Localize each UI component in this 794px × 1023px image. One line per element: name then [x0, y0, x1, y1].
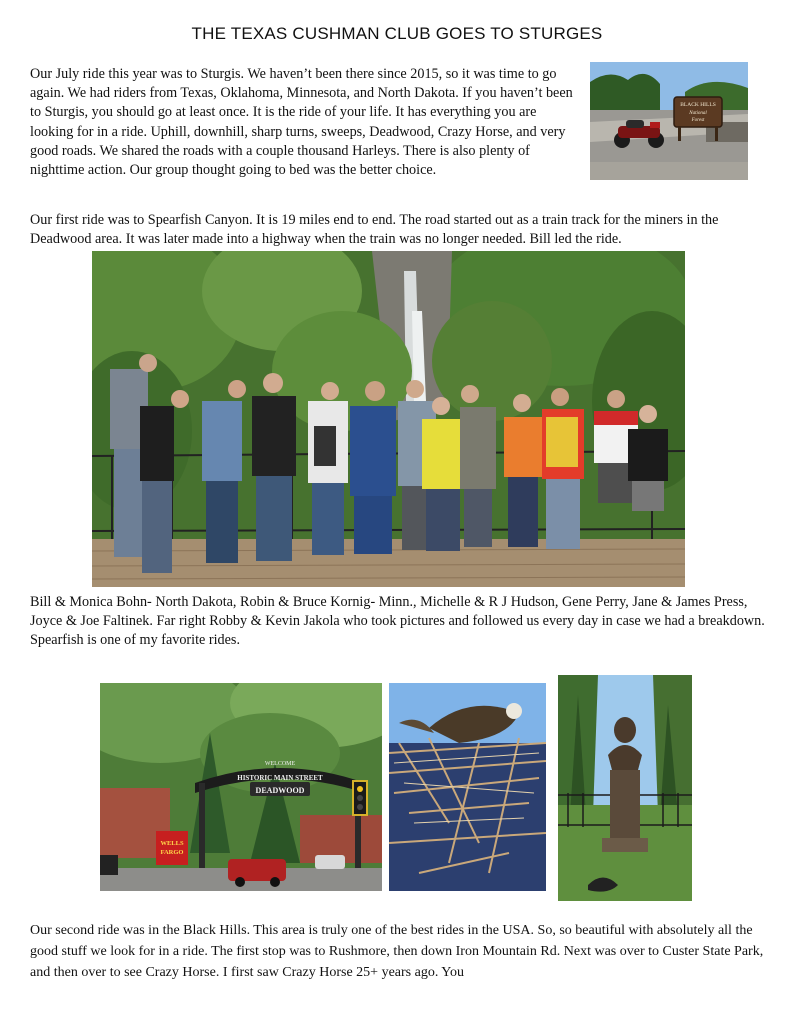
forest-sign-line3: Forest	[691, 118, 705, 123]
eagle-nest-photo	[389, 683, 546, 891]
group-photo	[92, 251, 685, 587]
intro-paragraph: Our July ride this year was to Sturgis. We haven’t been there since 2015, so it was time to go again. We had riders from Texas, Oklahoma, Minnesota, and North Dakota. If you haven’t been to Sturgis, you should go at least once. It is the ride of your life. It has everything you are looking for in a ride. Uphill, downhill, sharp turns, sweeps, Deadwood, Crazy Horse, and very good roads. We shared the roads with a couple thousand Harleys. There is also plenty of nighttime action. Our group thought going to bed was the better choice.	[30, 66, 573, 179]
page-title: THE TEXAS CUSHMAN CLUB GOES TO STURGES	[191, 24, 603, 43]
forest-sign-line1: BLACK HILLS	[680, 102, 716, 108]
forest-sign-photo	[590, 62, 748, 180]
deadwood-name-text: DEADWOOD	[255, 786, 305, 795]
bank-sign	[156, 831, 188, 865]
bank-sign-line2: FARGO	[160, 849, 184, 856]
black-hills-paragraph: Our second ride was in the Black Hills. This area is truly one of the best rides in the USA. So, so beautiful with absolutely all the good stuff we look for in a ride. The first stop was to Rushmore, then down Iron Mountain Rd. Next was over to Custer State Park, and then over to see Crazy Horse. I first saw Crazy Horse 25+ years ago. You	[30, 923, 764, 980]
traffic-light	[353, 781, 367, 815]
bank-sign-line1: WELLS	[160, 840, 184, 847]
group-photo-caption: Bill & Monica Bohn- North Dakota, Robin & Bruce Kornig- Minn., Michelle & R J Hudson, Gene Perry, Jane & James Press, Joyce & Joe Faltinek. Far right Robby & Kevin Jakola who took pictures and followed us every day in case we had a breakdown. Spearfish is one of my favorite rides.	[30, 594, 765, 649]
deadwood-photo	[100, 683, 382, 891]
spearfish-paragraph: Our first ride was to Spearfish Canyon. It is 19 miles end to end. The road started out as a train track for the miners in the Deadwood area. It was later made into a highway when the train was no longer needed. Bill led the ride.	[30, 212, 719, 248]
forest-sign-line2: National	[689, 111, 707, 116]
bust-monument-photo	[558, 675, 692, 901]
deadwood-arch-text: HISTORIC MAIN STREET	[237, 774, 323, 782]
deadwood-welcome-text: WELCOME	[264, 761, 296, 767]
